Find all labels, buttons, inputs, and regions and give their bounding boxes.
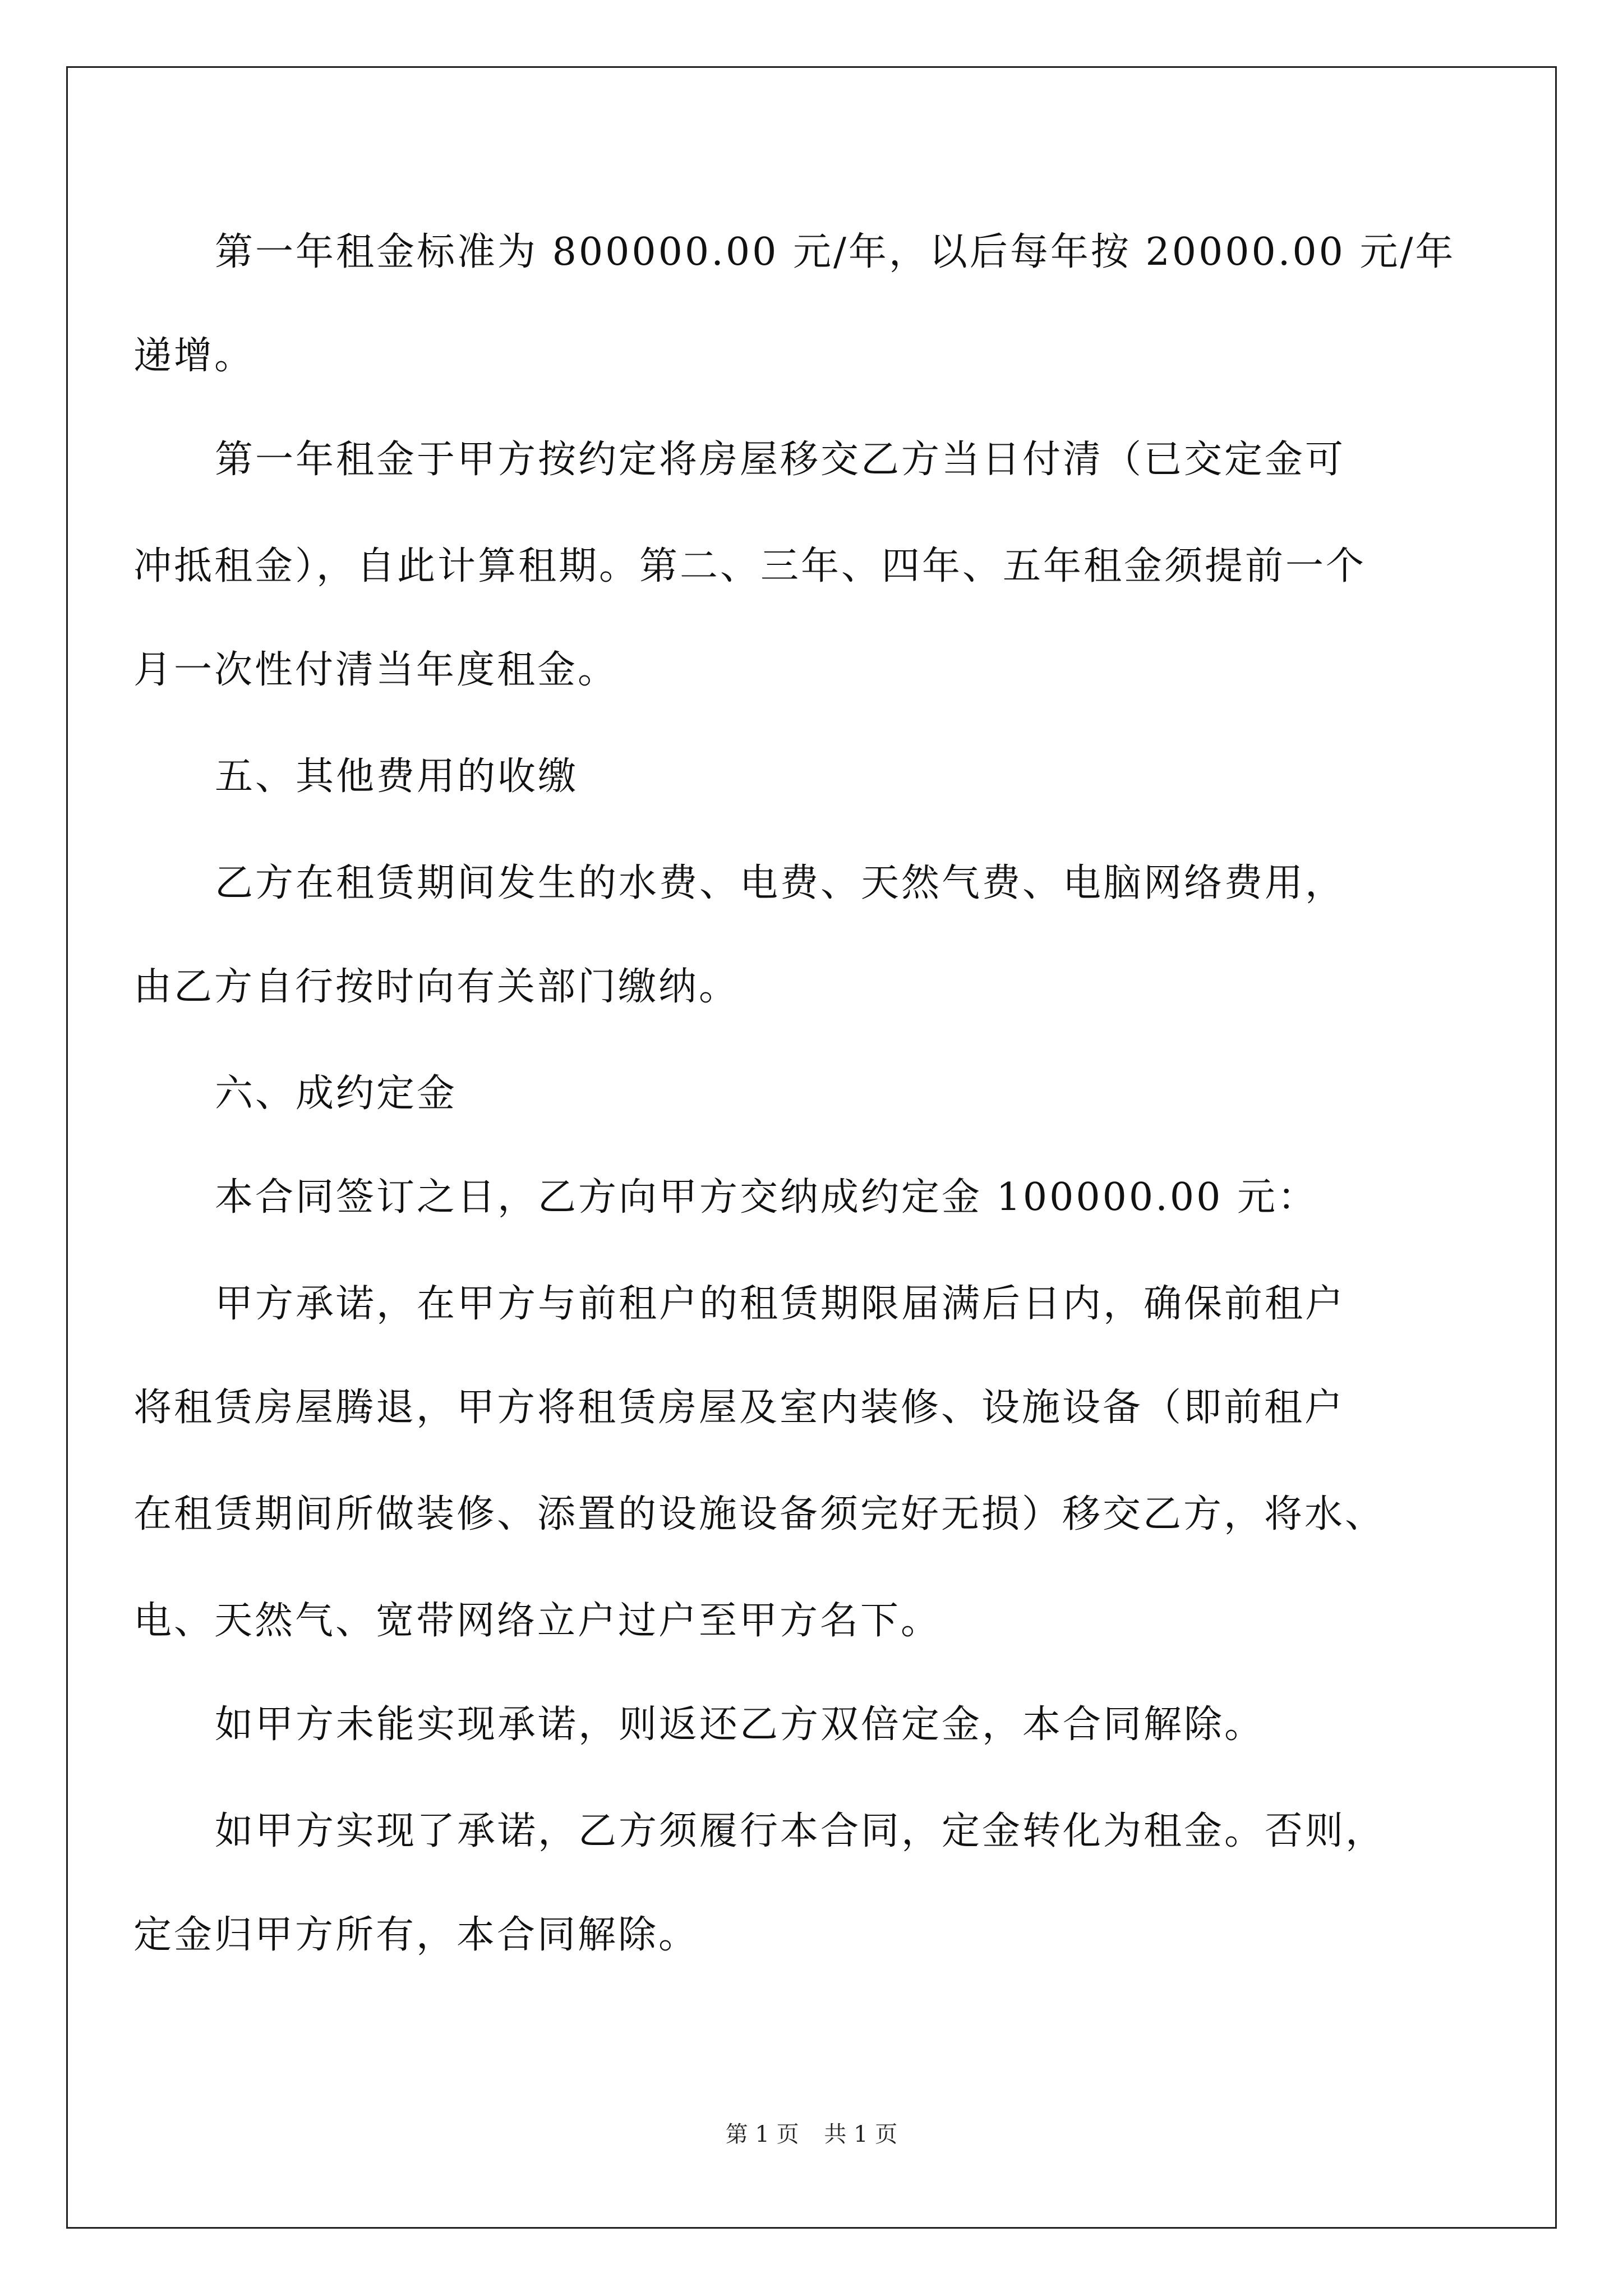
page-footer bbox=[0, 2118, 1623, 2151]
paragraph-line: 递增。 bbox=[133, 334, 255, 378]
paragraph-line: 由乙方自行按时向有关部门缴纳。 bbox=[133, 965, 740, 1009]
page-number: 第 1 页 bbox=[725, 2122, 799, 2147]
paragraph-line: 本合同签订之日，乙方向甲方交纳成约定金 100000.00 元： bbox=[215, 1175, 1318, 1220]
paragraph-line: 第一年租金标准为 800000.00 元/年，以后每年按 20000.00 元/年 bbox=[215, 230, 1456, 274]
paragraph-line: 乙方在租赁期间发生的水费、电费、天然气费、电脑网络费用， bbox=[215, 861, 1346, 905]
paragraph-line: 将租赁房屋腾退，甲方将租赁房屋及室内装修、设施设备（即前租户 bbox=[133, 1386, 1345, 1430]
section-heading: 五、其他费用的收缴 bbox=[215, 754, 579, 799]
paragraph-line: 月一次性付清当年度租金。 bbox=[133, 648, 619, 692]
page-border bbox=[66, 66, 1557, 2229]
paragraph-line: 第一年租金于甲方按约定将房屋移交乙方当日付清（已交定金可 bbox=[215, 438, 1346, 482]
paragraph-line: 如甲方未能实现承诺，则返还乙方双倍定金，本合同解除。 bbox=[215, 1703, 1265, 1747]
page-total: 共 1 页 bbox=[824, 2122, 898, 2147]
paragraph-line: 电、天然气、宽带网络立户过户至甲方名下。 bbox=[133, 1599, 942, 1643]
paragraph-line: 定金归甲方所有，本合同解除。 bbox=[133, 1913, 699, 1957]
section-heading: 六、成约定金 bbox=[215, 1071, 458, 1116]
paragraph-line: 冲抵租金），自此计算租期。第二、三年、四年、五年租金须提前一个 bbox=[133, 544, 1367, 588]
paragraph-line: 如甲方实现了承诺，乙方须履行本合同，定金转化为租金。否则， bbox=[215, 1809, 1386, 1853]
paragraph-line: 在租赁期间所做装修、添置的设施设备须完好无损）移交乙方，将水、 bbox=[133, 1492, 1386, 1536]
paragraph-line: 甲方承诺，在甲方与前租户的租赁期限届满后日内，确保前租户 bbox=[215, 1282, 1346, 1326]
